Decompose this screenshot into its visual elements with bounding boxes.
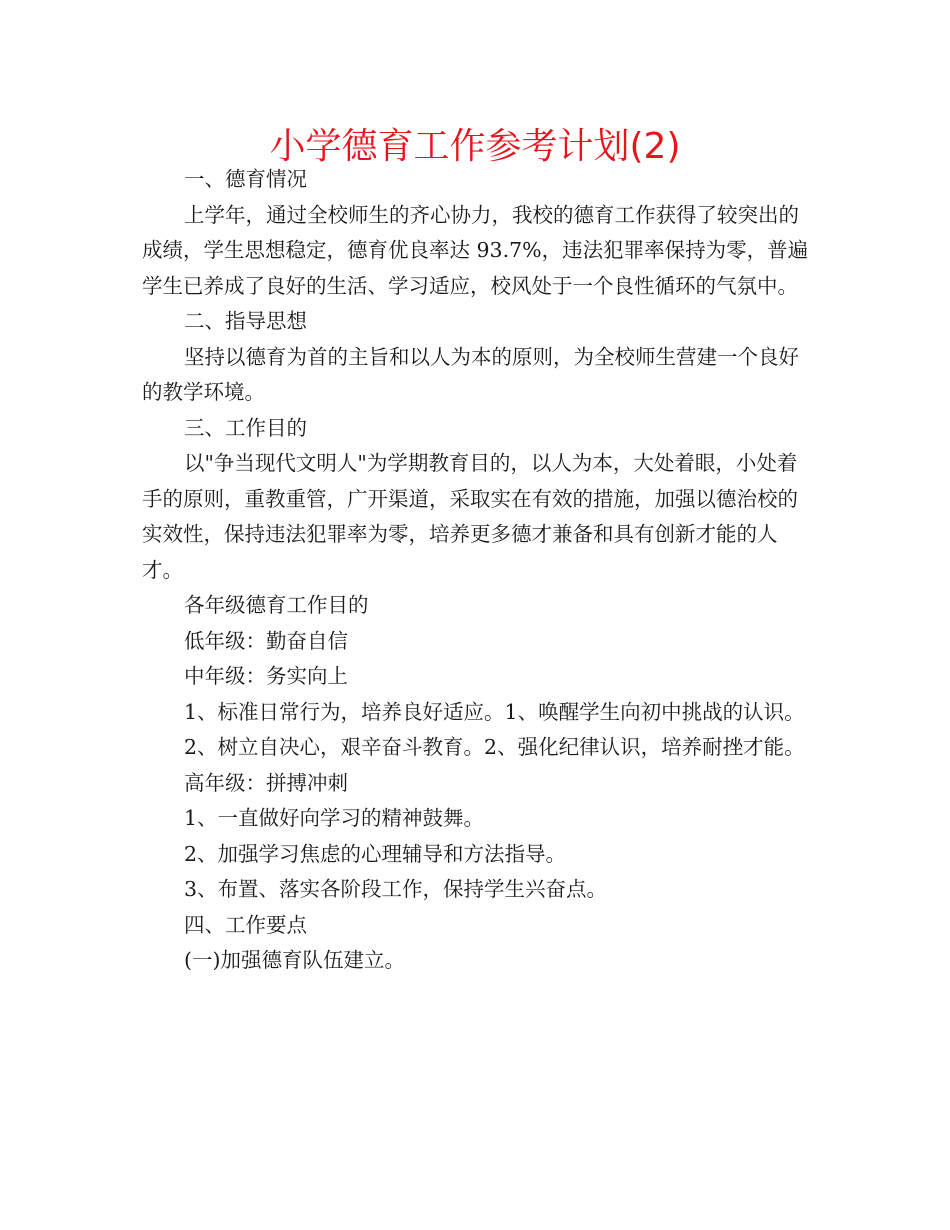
paragraph-work-goals: 以"争当现代文明人"为学期教育目的，以人为本，大处着眼，小处着手的原则，重教重管，广开渠道，采取实在有效的措施，加强以德治校的实效性，保持违法犯罪率为零，培养更多德才兼备和具有创新才能的人才。 bbox=[142, 451, 798, 582]
heading-moral-education-status: 一、德育情况 bbox=[184, 167, 307, 191]
document-title: 小学德育工作参考计划(2) bbox=[269, 126, 681, 167]
document-body bbox=[142, 162, 814, 979]
grade-middle: 中年级：务实向上 bbox=[184, 664, 348, 688]
paragraph-guiding-ideology: 坚持以德育为首的主旨和以人为本的原则，为全校师生营建一个良好的教学环境。 bbox=[142, 344, 799, 404]
heading-guiding-ideology: 二、指导思想 bbox=[184, 309, 307, 333]
subheading-grade-goals: 各年级德育工作目的 bbox=[184, 593, 369, 617]
list-item: 1、标准日常行为，培养良好适应。1、唤醒学生向初中挑战的认识。 bbox=[184, 699, 805, 724]
list-item: 1、一直做好向学习的精神鼓舞。 bbox=[184, 806, 485, 830]
heading-work-goals: 三、工作目的 bbox=[184, 415, 307, 440]
grade-low: 低年级：勤奋自信 bbox=[184, 628, 348, 653]
list-item: 2、树立自决心，艰辛奋斗教育。2、强化纪律认识，培养耐挫才能。 bbox=[184, 735, 805, 759]
heading-work-points: 四、工作要点 bbox=[184, 912, 307, 937]
list-item: 3、布置、落实各阶段工作，保持学生兴奋点。 bbox=[184, 877, 608, 901]
subheading-team-building: (一)加强德育队伍建立。 bbox=[184, 948, 405, 972]
list-item: 2、加强学习焦虑的心理辅导和方法指导。 bbox=[184, 841, 567, 866]
grade-high: 高年级：拼搏冲刺 bbox=[184, 770, 348, 795]
paragraph-status: 上学年，通过全校师生的齐心协力，我校的德育工作获得了较突出的成绩，学生思想稳定，德育优良率达 93.7%，违法犯罪率保持为零，普遍学生已养成了良好的生活、学习适应，校风处于一个良性循环的气氛中。 bbox=[142, 202, 809, 298]
